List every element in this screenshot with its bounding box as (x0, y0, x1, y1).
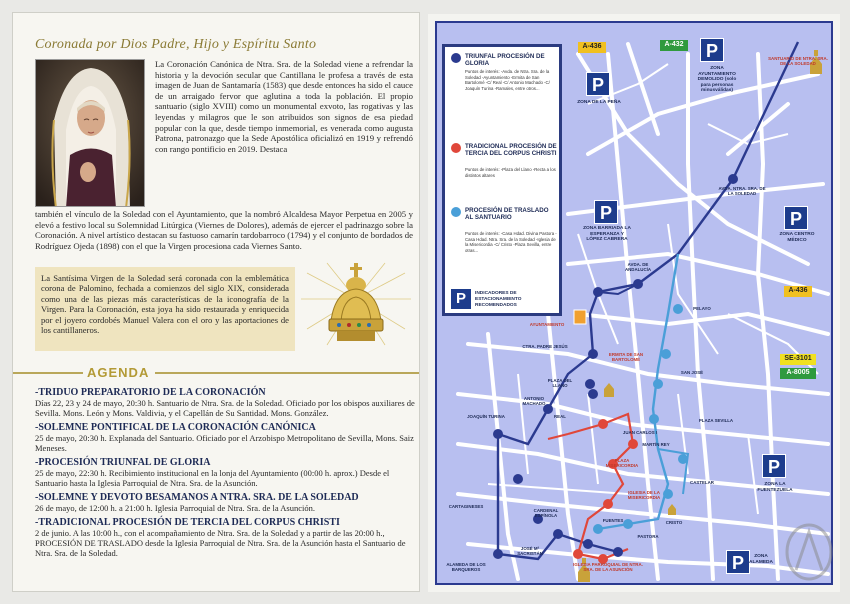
map-label: CARTAGINESES (448, 504, 484, 509)
map-label: SANTUARIO DE NTRA. SRA. DE LA SOLEDAD (768, 56, 828, 66)
map-label: AYUNTAMIENTO (529, 322, 565, 327)
parking-icon: P (784, 206, 808, 230)
legend-details: Puntos de interés: -Avda. de Ntra. Sra. de la Soledad -Ayuntamiento -Ermita de San Bartolomé -C/ Real -C/ Antonio Machado -C/ Joaquín Turina -Ramales, entre otros... (465, 69, 550, 91)
map-label: PLAZA SEVILLA (698, 418, 734, 423)
event-text: 26 de mayo, de 12:00 h. a 21:00 h. Iglesia Parroquial de Ntra. Sra. de la Asunción. (35, 503, 315, 513)
map-label: CASTELAR (690, 480, 714, 485)
route-color-dot (451, 53, 461, 63)
legend-item-corpus (451, 143, 557, 213)
event-title: -SOLEMNE PONTIFICAL DE LA CORONACIÓN CANÓNICA (35, 422, 316, 433)
map-label: JOAQUÍN TURINA (467, 414, 505, 419)
map-label: IGLESIA PARROQUIAL DE NTRA. SRA. DE LA ASUNCIÓN (573, 562, 643, 572)
parking-label: ZONA AYUNTAMIENTO DEMOLIDO (solo para personas minusválidas) (697, 66, 737, 93)
parking-icon: P (700, 38, 724, 62)
road-badge-a436: A-436 (578, 42, 606, 53)
parking-icon: P (451, 289, 471, 309)
map-label: CARDENAL ESPÍNOLA (533, 508, 559, 518)
event-title: -TRIDUO PREPARATORIO DE LA CORONACIÓN (35, 387, 266, 398)
route-color-dot (451, 207, 461, 217)
agenda-event (35, 387, 415, 418)
map-label: PLAZA MISERICORDIA (605, 458, 639, 468)
page-title: Coronada por Dios Padre, Hijo y Espíritu Santo (35, 37, 317, 52)
map-label: ERMITA DE SAN BARTOLOMÉ (608, 352, 644, 362)
agenda-heading: AGENDA (87, 365, 150, 380)
road-badge-a436-east: A-436 (784, 286, 812, 297)
map-label: ALAMEDA DE LOS BARQUEROS (446, 562, 486, 572)
map-legend (442, 44, 562, 316)
event-title: -SOLEMNE Y DEVOTO BESAMANOS A NTRA. SRA. DE LA SOLEDAD (35, 492, 359, 503)
map-label: AVDA. NTRA. SRA. DE LA SOLEDAD (718, 186, 766, 196)
legend-item-traslado (451, 207, 557, 287)
parking-label: ZONA BARRIADA LA ESPERANZA Y LÓPEZ CABRERA (583, 226, 631, 242)
parking-label: ZONA ALAMEDA (749, 554, 773, 565)
event-title: -TRADICIONAL PROCESIÓN DE TERCIA DEL CORPUS CHRISTI (35, 517, 340, 528)
parking-icon: P (594, 200, 618, 224)
map-label: CTRA. PADRE JESÚS (522, 344, 568, 349)
brochure-right-page (428, 14, 840, 592)
parking-icon: P (586, 72, 610, 96)
map-label: CRISTO (665, 520, 683, 525)
event-title: -PROCESIÓN TRIUNFAL DE GLORIA (35, 457, 211, 468)
map-label: PASTORA (637, 534, 659, 539)
legend-details: Puntos de interés: -Plaza del Llano -Recta a los distintos altares (465, 167, 556, 178)
parking-label: ZONA LA FUENTEZUELA (757, 482, 793, 493)
agenda-list (35, 387, 415, 562)
crown-paragraph: La Santísima Virgen de la Soledad será coronada con la emblemática corona de Palomino, fechada a comienzos del siglo XIX, considerada como una de las piezas más características de la iconografía de la Virgen. Para la Coronación, esta joya ha sido restaurada y enriquecida por el joyero cordobés Manuel Valera con el oro y las aportaciones de los cantillaneros. (41, 273, 289, 336)
parking-icon: P (762, 454, 786, 478)
route-color-dot (451, 143, 461, 153)
map-label: FUENTES (602, 518, 624, 523)
crown-image (297, 259, 415, 355)
map-label: SAN JOSÉ (680, 370, 704, 375)
map-label: AVDA. DE ANDALUCÍA (624, 262, 652, 272)
parking-label: ZONA DE LA PEÑA (577, 100, 621, 105)
road-badge-se3101: SE-3101 (780, 354, 816, 365)
parking-legend-label: INDICADORES DE ESTACIONAMIENTO RECOMENDADOS (475, 291, 522, 308)
map-label: MARTÍN REY (642, 442, 670, 447)
event-text: Días 22, 23 y 24 de mayo, 20:30 h. Santuario de Ntra. Sra. de la Soledad. Oficiado por los obispos auxiliares de Sevilla. Mons. León y Mons. Valdivia, y el Capellán de Su Santidad. Mons. González. (35, 398, 415, 418)
road-badge-a432: A-432 (660, 40, 688, 51)
agenda-event (35, 457, 415, 488)
intro-paragraph: La Coronación Canónica de Ntra. Sra. de la Soledad viene a refrendar la historia y la devoción secular que Cantillana le profesa a través de esta imagen de Juan de Santamaría (1583) que desde entonces ha sido el cauce de un arraigado fervor que aglutina a toda la población. El propio santuario (siglo XVIII) como un monumental exvoto, las rogativas y las leyendas y milagros que le son atribuidos son signos de esa piedad popular con la que, desde tiempo inmemorial, es venerada como augusta Patrona, patronazgo que la Sede Apostólica oficializó en 1919 y refrendó con rango pontificio en 2019. Destaca (155, 59, 413, 154)
event-text: 25 de mayo, 22:30 h. Recibimiento institucional en la lonja del Ayuntamiento (00:00 h. aprox.) Desde el Santuario hasta la Iglesia Parroquial de Ntra. Sra. de la Asunción. (35, 468, 390, 488)
legend-title: TRADICIONAL PROCESIÓN DE TERCIA DEL CORPUS CHRISTI (465, 143, 557, 157)
road-badge-a8005: A-8005 (780, 368, 816, 379)
agenda-event (35, 492, 415, 513)
legend-details: Puntos de interés: -Casa Hdad. Divina Pastora -Casa Hdad. Ntra. Sra. de la Soledad -Iglesia de la Misericordia -C/ Cristo -Plaza Sevilla, entre otras... (465, 231, 557, 253)
parking-icon: P (726, 550, 750, 574)
crown-info-box (35, 267, 295, 351)
map-label: JOSÉ Mª SACRISTÁN (517, 546, 543, 556)
legend-title: TRIUNFAL PROCESIÓN DE GLORIA (465, 53, 545, 67)
map-label: IGLESIA DE LA MISERICORDIA (627, 490, 661, 500)
event-text: 25 de mayo, 20:30 h. Explanada del Santuario. Oficiado por el Arzobispo Metropolitano de Sevilla, Mons. Saiz Meneses. (35, 433, 414, 453)
map-label: PLAZA DEL LLANO (547, 378, 573, 388)
map-label: PELAYO (693, 306, 711, 311)
brochure-left-page (12, 12, 420, 592)
divider (155, 372, 420, 374)
legend-title: PROCESIÓN DE TRASLADO AL SANTUARIO (465, 207, 549, 221)
agenda-event (35, 517, 415, 558)
map-label: REAL (554, 414, 566, 419)
parking-label: ZONA CENTRO MÉDICO (779, 232, 815, 243)
map-label: ANTONIO MACHADO (522, 396, 546, 406)
intro-paragraph-continued: también el vínculo de la Soledad con el Ayuntamiento, que la nombró Alcaldesa Mayor Perpetua en 2005 y elevó a festivo local su Solemnidad Litúrgica (Viernes de Dolores), además de ejercer el padrinazgo sobre la Coronación. A nivel artístico destacan su fastuoso camarín tardobarroco (1794) y el conjunto de bordados de Rodríguez Ojeda (1898) con el que la Virgen procesiona cada Viernes Santo. (35, 209, 413, 251)
legend-item-gloria (451, 53, 557, 137)
virgin-portrait-image (35, 59, 145, 207)
divider (13, 372, 83, 374)
watermark-logo (784, 522, 834, 582)
event-text: 2 de junio. A las 10:00 h., con el acompañamiento de Ntra. Sra. de la Soledad y a partir de las 20:00 h., PROCESIÓN DE TRASLADO desde la Iglesia Parroquial de Ntra. Sra. de la Asunción hasta el Santuario de Ntra. Sra. de la Soledad. (35, 528, 406, 558)
agenda-event (35, 422, 415, 453)
map-label: JUAN CARLOS I (622, 430, 658, 435)
